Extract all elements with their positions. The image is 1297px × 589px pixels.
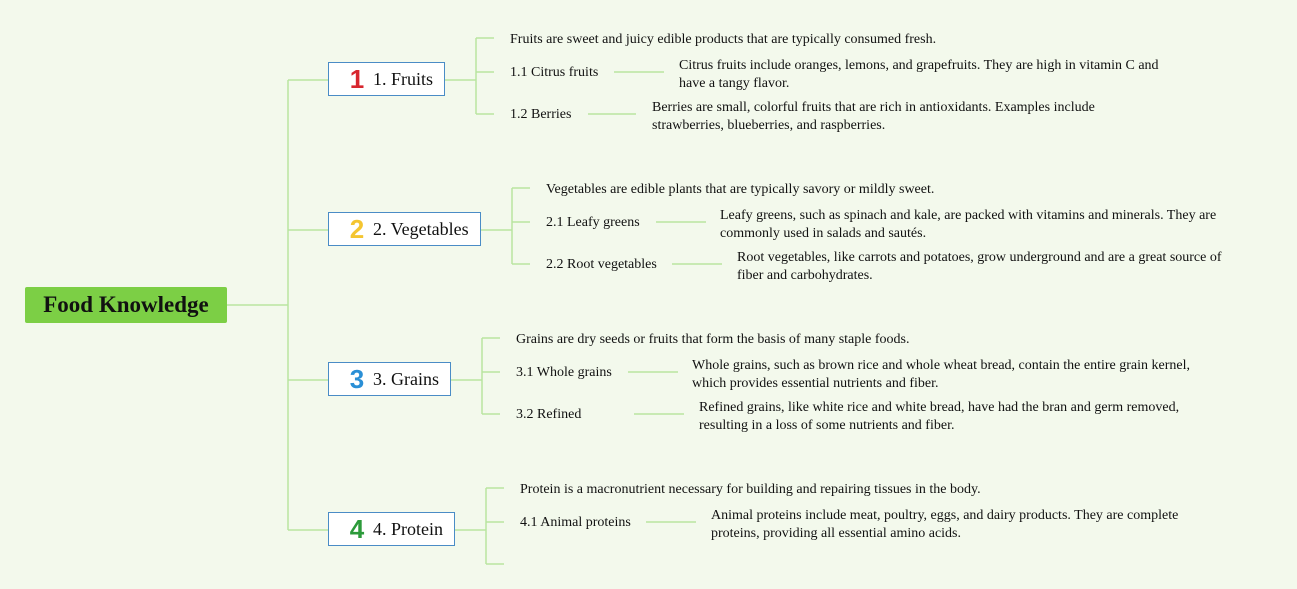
number-3-icon: 3 xyxy=(349,364,365,394)
topic-label: 2. Vegetables xyxy=(373,218,469,239)
subtopic-note[interactable]: Leafy greens, such as spinach and kale, are packed with vitamins and minerals. They are commonly used in salads and sautés. xyxy=(720,208,1217,241)
subtopic-note[interactable]: Root vegetables, like carrots and potatoes, grow underground and are a great source of fiber and carbohydrates. xyxy=(737,250,1222,283)
subtopic-refined[interactable]: 3.2 Refined xyxy=(516,407,582,422)
subtopic-citrus-fruits[interactable]: 1.1 Citrus fruits xyxy=(510,65,599,80)
number-2-icon: 2 xyxy=(349,214,365,244)
subtopic-animal-proteins[interactable]: 4.1 Animal proteins xyxy=(520,515,631,530)
topic-fruits[interactable] xyxy=(328,62,445,96)
topic-grains[interactable] xyxy=(328,362,451,396)
topic-label: 1. Fruits xyxy=(373,68,434,89)
subtopic-note[interactable]: Citrus fruits include oranges, lemons, and grapefruits. They are high in vitamin C and have a tangy flavor. xyxy=(679,58,1159,91)
subtopic-note[interactable]: Berries are small, colorful fruits that are rich in antioxidants. Examples include strawberries, blueberries, and raspberries. xyxy=(652,100,1095,133)
subtopic-leafy-greens[interactable]: 2.1 Leafy greens xyxy=(546,215,640,230)
number-4-icon: 4 xyxy=(349,514,365,544)
topic-label: 3. Grains xyxy=(373,368,439,389)
topic-summary[interactable]: Grains are dry seeds or fruits that form the basis of many staple foods. xyxy=(516,332,910,347)
number-1-icon: 1 xyxy=(349,64,365,94)
topic-label: 4. Protein xyxy=(373,518,443,539)
root-node[interactable]: Food Knowledge xyxy=(25,287,227,323)
subtopic-root-vegetables[interactable]: 2.2 Root vegetables xyxy=(546,257,657,272)
topic-summary[interactable]: Fruits are sweet and juicy edible products that are typically consumed fresh. xyxy=(510,32,937,47)
topic-vegetables[interactable] xyxy=(328,212,481,246)
topic-protein[interactable] xyxy=(328,512,455,546)
topic-summary[interactable]: Vegetables are edible plants that are typically savory or mildly sweet. xyxy=(546,182,935,197)
topic-summary[interactable]: Protein is a macronutrient necessary for building and repairing tissues in the body. xyxy=(520,482,981,497)
subtopic-whole-grains[interactable]: 3.1 Whole grains xyxy=(516,365,612,380)
subtopic-note[interactable]: Refined grains, like white rice and white bread, have had the bran and germ removed, resulting in a loss of some nutrients and fiber. xyxy=(699,400,1180,433)
connector-root xyxy=(227,80,328,530)
subtopic-note[interactable]: Animal proteins include meat, poultry, eggs, and dairy products. They are complete proteins, providing all essential amino acids. xyxy=(711,508,1179,541)
subtopic-note[interactable]: Whole grains, such as brown rice and whole wheat bread, contain the entire grain kernel, which provides essential nutrients and fiber. xyxy=(692,358,1190,391)
subtopic-berries[interactable]: 1.2 Berries xyxy=(510,107,572,122)
